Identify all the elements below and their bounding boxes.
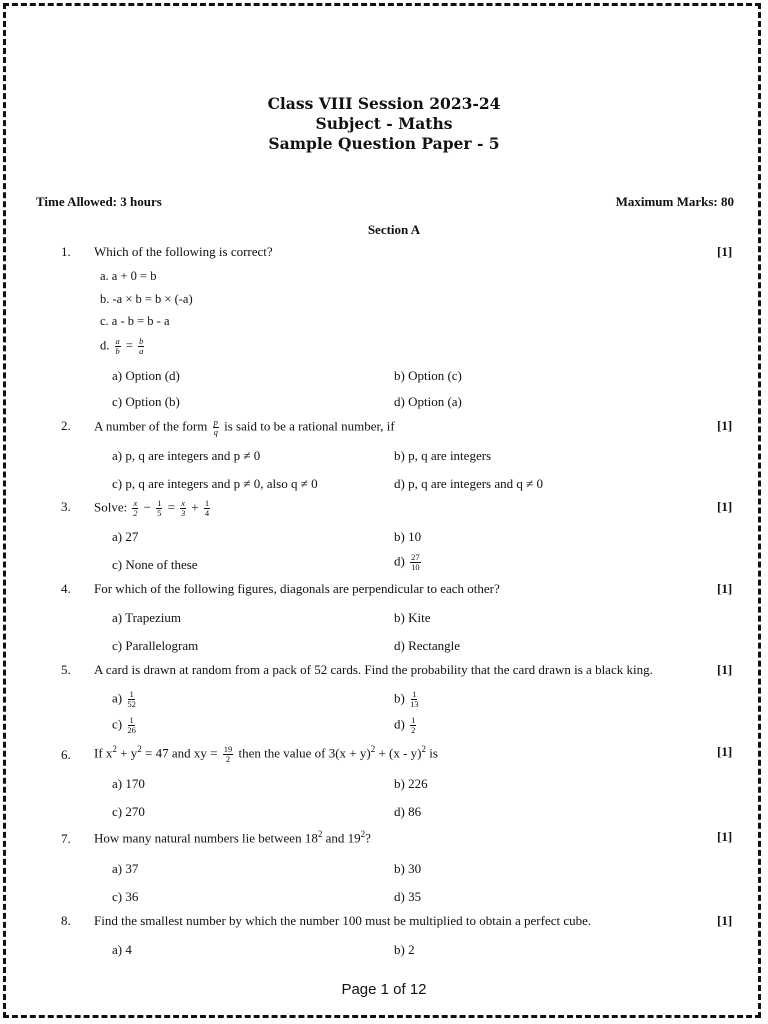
q1-option-d[interactable]: d) Option (a) bbox=[394, 394, 462, 409]
q7-option-a[interactable]: a) 37 bbox=[112, 861, 139, 876]
statement-c: c. a - b = b - a bbox=[100, 314, 170, 328]
fraction-1-over-26: $\frac{1}{26}$ bbox=[127, 715, 136, 735]
fraction-19-over-2: $\frac{19}{2}$ bbox=[223, 743, 233, 764]
q2-option-b[interactable]: b) p, q are integers bbox=[394, 448, 492, 463]
q3-option-a[interactable]: a) 27 bbox=[112, 529, 139, 544]
question-stem: For which of the following figures, diagonals are perpendicular to each other? bbox=[94, 581, 500, 596]
fraction-p-over-q: $\frac{p}{q}$ bbox=[213, 417, 218, 437]
paper-header bbox=[0, 94, 768, 154]
q1-option-b[interactable]: b) Option (c) bbox=[394, 368, 462, 383]
question-number: 6. bbox=[61, 747, 71, 762]
q8-option-a[interactable]: a) 4 bbox=[112, 942, 132, 957]
paper-title: Sample Question Paper - 5 bbox=[268, 134, 500, 153]
question-number: 8. bbox=[61, 913, 71, 928]
paper-meta bbox=[36, 194, 734, 210]
q4-option-c[interactable]: c) Parallelogram bbox=[112, 638, 199, 653]
fraction-1-over-2: $\frac{1}{2}$ bbox=[411, 715, 416, 735]
fraction-1-over-5: $\frac{1}{5}$ bbox=[157, 498, 162, 518]
statement-d: d. $\frac{a}{b}$ = $\frac{b}{a}$ bbox=[100, 335, 144, 356]
q4-option-a[interactable]: a) Trapezium bbox=[112, 610, 181, 625]
question-marks: [1] bbox=[717, 913, 733, 928]
question-marks: [1] bbox=[717, 499, 733, 514]
q7-option-b[interactable]: b) 30 bbox=[394, 861, 422, 876]
question-number: 1. bbox=[61, 244, 71, 259]
q5-option-b[interactable]: b) $\frac{1}{13}$ bbox=[394, 689, 419, 709]
fraction-1-over-13: $\frac{1}{13}$ bbox=[410, 689, 419, 709]
q5-option-d[interactable]: d) $\frac{1}{2}$ bbox=[394, 715, 416, 735]
class-session-title: Class VIII Session 2023-24 bbox=[267, 94, 501, 113]
question-number: 2. bbox=[61, 418, 71, 433]
question-number: 7. bbox=[61, 831, 71, 846]
question-stem: Which of the following is correct? bbox=[94, 244, 273, 259]
question-stem: Solve: $\frac{x}{2}$ − $\frac{1}{5}$ = $\frac{x}{3}$ + $\frac{1}{4}$ bbox=[94, 498, 210, 518]
q7-option-d[interactable]: d) 35 bbox=[394, 889, 422, 904]
q2-option-a[interactable]: a) p, q are integers and p ≠ 0 bbox=[112, 448, 261, 463]
question-stem: A number of the form $\frac{p}{q}$ is said to be a rational number, if bbox=[94, 417, 395, 437]
question-number: 4. bbox=[61, 581, 71, 596]
page-number: Page 1 of 12 bbox=[341, 981, 427, 998]
question-marks: [1] bbox=[717, 662, 733, 677]
question-marks: [1] bbox=[717, 418, 733, 433]
question-stem: How many natural numbers lie between $18^2$ and $19^2$? bbox=[94, 829, 371, 846]
fraction-b-over-a: $\frac{b}{a}$ bbox=[139, 335, 144, 356]
q7-option-c[interactable]: c) 36 bbox=[112, 889, 139, 904]
q5-option-c[interactable]: c) $\frac{1}{26}$ bbox=[112, 715, 136, 735]
q6-option-a[interactable]: a) 170 bbox=[112, 776, 145, 791]
statement-b: b. -a × b = b × (-a) bbox=[100, 291, 193, 306]
maximum-marks: Maximum Marks: 80 bbox=[615, 194, 734, 209]
q6-option-d[interactable]: d) 86 bbox=[394, 804, 422, 819]
q6-option-c[interactable]: c) 270 bbox=[112, 804, 145, 819]
q2-option-c[interactable]: c) p, q are integers and p ≠ 0, also q ≠ 0 bbox=[112, 476, 318, 491]
fraction-27-over-10: $\frac{27}{10}$ bbox=[411, 552, 420, 572]
statement-a: a. a + 0 = b bbox=[100, 269, 157, 283]
question-marks: [1] bbox=[717, 244, 733, 259]
fraction-1-over-4: $\frac{1}{4}$ bbox=[204, 498, 210, 518]
q4-option-b[interactable]: b) Kite bbox=[394, 610, 431, 625]
q2-option-d[interactable]: d) p, q are integers and q ≠ 0 bbox=[394, 476, 544, 491]
question-1-statements bbox=[100, 269, 193, 359]
question-marks: [1] bbox=[717, 829, 733, 844]
question-number: 5. bbox=[61, 662, 71, 677]
subject-title: Subject - Maths bbox=[315, 114, 453, 133]
q5-option-a[interactable]: a) $\frac{1}{52}$ bbox=[112, 689, 136, 709]
question-stem: A card is drawn at random from a pack of 52 cards. Find the probability that the card drawn is a black king. bbox=[94, 662, 653, 677]
question-stem: Find the smallest number by which the number 100 must be multiplied to obtain a perfect cube. bbox=[94, 913, 592, 928]
time-allowed: Time Allowed: 3 hours bbox=[36, 194, 162, 209]
question-number: 3. bbox=[61, 499, 71, 514]
q4-option-d[interactable]: d) Rectangle bbox=[394, 638, 461, 653]
q8-option-b[interactable]: b) 2 bbox=[394, 942, 415, 957]
question-marks: [1] bbox=[717, 744, 733, 759]
q6-option-b[interactable]: b) 226 bbox=[394, 776, 428, 791]
q3-option-d[interactable]: d) $\frac{27}{10}$ bbox=[394, 552, 420, 572]
question-marks: [1] bbox=[717, 581, 733, 596]
question-stem: If $x^2 + y^2 = 47$ and xy = $\frac{19}{2}$ then the value of $3(x + y)^2 + (x - y)^2$ is bbox=[94, 743, 438, 764]
section-title: Section A bbox=[367, 222, 421, 237]
q3-option-b[interactable]: b) 10 bbox=[394, 529, 422, 544]
fraction-x-over-3: $\frac{x}{3}$ bbox=[180, 498, 186, 518]
fraction-x-over-2: $\frac{x}{2}$ bbox=[133, 498, 138, 518]
q3-option-c[interactable]: c) None of these bbox=[112, 557, 198, 572]
q1-option-c[interactable]: c) Option (b) bbox=[112, 394, 180, 409]
fraction-1-over-52: $\frac{1}{52}$ bbox=[127, 689, 136, 709]
q1-option-a[interactable]: a) Option (d) bbox=[112, 368, 180, 383]
fraction-a-over-b: $\frac{a}{b}$ bbox=[115, 335, 120, 356]
